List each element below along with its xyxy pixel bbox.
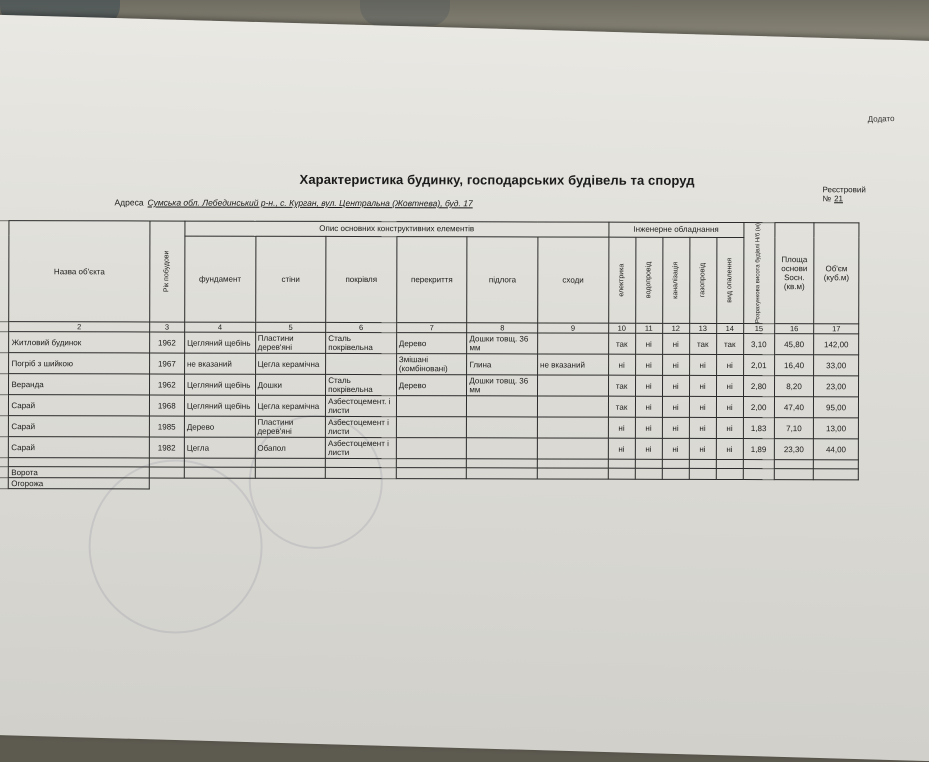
document-content: [0, 14, 895, 496]
table-row: [0, 395, 859, 418]
cell-sewer: ні: [662, 417, 689, 438]
cell-floor: Дошки товщ. 36 мм: [467, 375, 538, 396]
table-row: [0, 416, 858, 439]
cell-liter: [0, 332, 9, 353]
cell-year: 1982: [149, 437, 184, 458]
cell-roof: Сталь покрівельна: [326, 375, 397, 396]
cell-stairs: [538, 333, 609, 354]
header-height-label: Розрахункова висота будівлі Н/б (м): [755, 223, 762, 324]
cell-foundation: Цегляний щебінь: [185, 332, 256, 353]
column-number: 15: [743, 324, 774, 334]
cell-name: Сарай: [9, 437, 149, 458]
column-number: 9: [538, 323, 609, 333]
header-sewer: [662, 237, 689, 323]
corner-note: Додато: [867, 114, 895, 124]
column-number: 5: [255, 322, 326, 332]
table-row: [0, 374, 859, 397]
header-engineering-group: Інженерне обладнання: [609, 222, 744, 237]
cell-stairs: [537, 438, 608, 459]
cell-heating: ні: [716, 439, 743, 460]
cell-name: Огорожа: [9, 478, 149, 489]
cell-water: ні: [635, 333, 662, 354]
cell-water: ні: [635, 438, 662, 459]
column-number: 11: [635, 323, 662, 333]
cell-name: Погріб з шийкою: [9, 353, 149, 374]
document-title: Характеристика будинку, господарських будівель та споруд: [299, 171, 695, 188]
cell-height: 1,89: [743, 439, 774, 460]
cell-floor: [467, 417, 538, 438]
cell-gas: ні: [689, 397, 716, 418]
header-heating: [716, 237, 743, 323]
cell-year: 1962: [149, 374, 184, 395]
column-number: 17: [814, 324, 859, 334]
cell-heating: так: [716, 334, 743, 355]
cell-area: 45,80: [774, 334, 814, 355]
header-electricity-label: електрика: [618, 263, 626, 297]
cell-liter: [0, 478, 9, 489]
cell-walls: Обапол: [255, 437, 326, 458]
cell-volume: 142,00: [814, 334, 859, 355]
cell-ceiling: Змішані (комбіновані): [396, 354, 467, 375]
cell-ceiling: [396, 438, 467, 459]
cell-roof: Сталь покрівельна: [326, 333, 397, 354]
cell-electricity: так: [608, 375, 635, 396]
cell-stairs: [537, 375, 608, 396]
column-number: 8: [467, 323, 538, 333]
table-row: [0, 478, 858, 491]
cell-liter: [0, 467, 9, 478]
column-number: 6: [326, 323, 397, 333]
cell-electricity: ні: [608, 354, 635, 375]
header-gas-label: газопровід: [699, 263, 707, 298]
cell-area: 23,30: [774, 439, 814, 460]
cell-year: 1985: [149, 416, 184, 437]
cell-water: ні: [635, 396, 662, 417]
cell-height: 3,10: [743, 334, 774, 355]
cell-foundation: Цегляний щебінь: [184, 374, 255, 395]
registry-value: 21: [834, 194, 844, 204]
document-sheet: [0, 14, 929, 762]
header-construction-group: Опис основних конструктивних елементів: [185, 221, 609, 237]
cell-floor: [467, 396, 538, 417]
cell-ceiling: Дерево: [396, 375, 467, 396]
header-ceiling: перекриття: [396, 236, 467, 322]
cell-walls: Пластини дерев'яні: [255, 332, 326, 353]
cell-area: 47,40: [774, 397, 814, 418]
cell-name: Веранда: [9, 374, 149, 395]
cell-height: 2,01: [743, 355, 774, 376]
address-line: [114, 197, 472, 208]
cell-name: Ворота: [9, 467, 149, 478]
cell-ceiling: Дерево: [396, 333, 467, 354]
cell-roof: [326, 354, 397, 375]
header-height: [743, 223, 774, 324]
column-number: 16: [774, 324, 813, 334]
cell-walls: Цегла керамічна: [255, 395, 326, 416]
address-label: Адреса: [114, 197, 144, 208]
cell-liter: [0, 395, 9, 416]
cell-gas: ні: [689, 355, 716, 376]
cell-stairs: не вказаний: [538, 354, 609, 375]
column-number: 7: [396, 323, 467, 333]
cell-area: 8,20: [774, 376, 814, 397]
column-number: 12: [662, 323, 689, 333]
cell-stairs: [537, 396, 608, 417]
cell-floor: Дошки товщ. 36 мм: [467, 333, 538, 354]
cell-water: ні: [635, 354, 662, 375]
cell-volume: 95,00: [814, 397, 859, 418]
cell-roof: Азбестоцемент і листи: [325, 438, 396, 459]
cell-name: Сарай: [9, 395, 149, 416]
header-foundation: фундамент: [185, 236, 256, 322]
header-year-label: Рік побудови: [163, 250, 171, 293]
cell-floor: [467, 438, 538, 459]
cell-walls: Дошки: [255, 374, 326, 395]
cell-gas: так: [689, 334, 716, 355]
cell-roof: Азбестоцемент і листи: [326, 417, 397, 438]
cell-area: 7,10: [774, 418, 814, 439]
table-row: [0, 353, 859, 376]
cell-liter: [0, 416, 9, 437]
cell-ceiling: [396, 396, 467, 417]
header-year: [149, 221, 185, 322]
cell-liter: [0, 353, 9, 374]
cell-name: Сарай: [9, 416, 149, 437]
cell-walls: Цегла керамічна: [255, 353, 326, 374]
cell-heating: ні: [716, 397, 743, 418]
table-row: [0, 332, 859, 355]
cell-heating: ні: [716, 355, 743, 376]
header-area: Площа основи Sосн. (кв.м): [774, 223, 814, 324]
cell-sewer: ні: [662, 354, 689, 375]
cell-water: ні: [635, 417, 662, 438]
header-sewer-label: каналізація: [672, 261, 680, 299]
cell-foundation: не вказаний: [184, 353, 255, 374]
cell-sewer: ні: [662, 375, 689, 396]
cell-volume: 33,00: [814, 355, 859, 376]
header-heating-label: вид опалення: [726, 258, 734, 303]
cell-electricity: так: [608, 333, 635, 354]
header-floor: підлога: [467, 237, 538, 323]
column-number: [0, 322, 9, 332]
header-gas: [689, 237, 716, 323]
column-number: 3: [149, 322, 184, 332]
cell-volume: 44,00: [814, 439, 859, 460]
cell-year: 1962: [149, 332, 184, 353]
registry-label: Реєстровий №: [822, 185, 866, 204]
column-number: 13: [689, 324, 716, 334]
cell-sewer: ні: [662, 396, 689, 417]
cell-gas: ні: [689, 418, 716, 439]
cell-electricity: так: [608, 396, 635, 417]
registry-number: [823, 185, 870, 203]
cell-electricity: ні: [608, 417, 635, 438]
header-water-label: водопровід: [645, 262, 653, 299]
cell-sewer: ні: [662, 438, 689, 459]
cell-volume: 13,00: [814, 418, 859, 439]
table-row: [0, 437, 858, 460]
cell-name: Житловий будинок: [9, 332, 149, 353]
cell-foundation: Цегляний щебінь: [184, 395, 255, 416]
cell-sewer: ні: [662, 333, 689, 354]
cell-heating: ні: [716, 418, 743, 439]
header-water: [635, 237, 662, 323]
cell-volume: 23,00: [814, 376, 859, 397]
column-number: 4: [185, 322, 256, 332]
cell-year: 1968: [149, 395, 184, 416]
cell-area: 16,40: [774, 355, 814, 376]
cell-height: 2,00: [743, 397, 774, 418]
header-electricity: [608, 237, 635, 323]
characteristics-table: [0, 220, 859, 491]
cell-foundation: Дерево: [184, 416, 255, 437]
column-number: 2: [9, 322, 149, 332]
cell-floor: Глина: [467, 354, 538, 375]
header-name: Назва об'єкта: [9, 221, 149, 322]
header-liter: [0, 221, 9, 322]
address-value: Сумська обл. Лебединський р-н., с. Курган, вул. Центральна (Жовтнева), буд. 17: [147, 197, 473, 209]
cell-height: 2,80: [743, 376, 774, 397]
cell-heating: ні: [716, 376, 743, 397]
cell-liter: [0, 374, 9, 395]
header-walls: стіни: [255, 236, 326, 322]
cell-water: ні: [635, 375, 662, 396]
column-number: 14: [716, 324, 743, 334]
cell-year: 1967: [149, 353, 184, 374]
cell-roof: Азбестоцемент. і листи: [326, 396, 397, 417]
cell-foundation: Цегла: [184, 437, 255, 458]
cell-gas: ні: [689, 439, 716, 460]
column-number: 10: [608, 323, 635, 333]
header-volume: Об'єм (куб.м): [814, 223, 859, 324]
cell-height: 1,83: [743, 418, 774, 439]
cell-walls: Пластини дерев'яні: [255, 416, 326, 437]
cell-stairs: [537, 417, 608, 438]
cell-electricity: ні: [608, 438, 635, 459]
cell-liter: [0, 437, 9, 458]
cell-gas: ні: [689, 376, 716, 397]
cell-ceiling: [396, 417, 467, 438]
header-roof: покрівля: [326, 236, 397, 322]
header-stairs: сходи: [538, 237, 609, 323]
